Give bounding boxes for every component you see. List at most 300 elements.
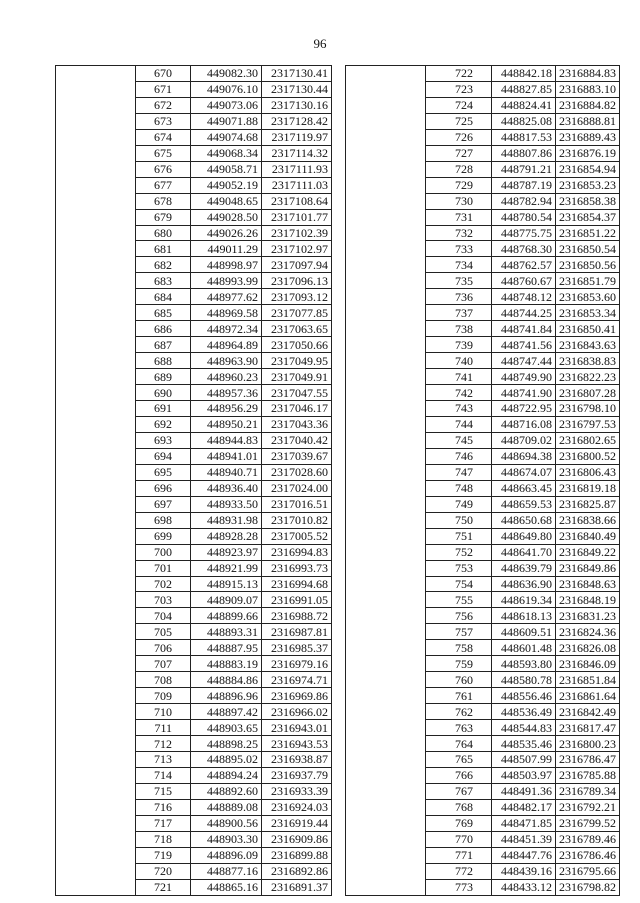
point-number-cell: 712 (136, 736, 191, 752)
point-number-cell: 711 (136, 720, 191, 736)
y-coordinate-cell: 2316909.86 (262, 831, 332, 847)
y-coordinate-cell: 2316838.66 (556, 512, 620, 528)
x-coordinate-cell: 448956.29 (191, 401, 262, 417)
y-coordinate-cell: 2316825.87 (556, 496, 620, 512)
point-number-cell: 678 (136, 193, 191, 209)
x-coordinate-cell: 448931.98 (191, 512, 262, 528)
point-number-cell: 694 (136, 448, 191, 464)
y-coordinate-cell: 2316826.08 (556, 640, 620, 656)
x-coordinate-cell: 448768.30 (492, 241, 556, 257)
point-number-cell: 685 (136, 305, 191, 321)
point-number-cell: 718 (136, 831, 191, 847)
x-coordinate-cell: 448889.08 (191, 799, 262, 815)
y-coordinate-cell: 2316987.81 (262, 624, 332, 640)
x-coordinate-cell: 448639.79 (492, 560, 556, 576)
x-coordinate-cell: 448972.34 (191, 321, 262, 337)
y-coordinate-cell: 2316991.05 (262, 592, 332, 608)
x-coordinate-cell: 448896.96 (191, 688, 262, 704)
point-number-cell: 769 (426, 815, 492, 831)
x-coordinate-cell: 449073.06 (191, 97, 262, 113)
x-coordinate-cell: 448482.17 (492, 799, 556, 815)
y-coordinate-cell: 2317130.16 (262, 97, 332, 113)
point-number-cell: 706 (136, 640, 191, 656)
y-coordinate-cell: 2316831.23 (556, 608, 620, 624)
point-number-cell: 679 (136, 209, 191, 225)
x-coordinate-cell: 448827.85 (492, 81, 556, 97)
point-number-cell: 692 (136, 416, 191, 432)
y-coordinate-cell: 2316854.94 (556, 161, 620, 177)
y-coordinate-cell: 2317050.66 (262, 337, 332, 353)
y-coordinate-cell: 2317111.93 (262, 161, 332, 177)
point-number-cell: 737 (426, 305, 492, 321)
x-coordinate-cell: 448842.18 (492, 66, 556, 82)
x-coordinate-cell: 449076.10 (191, 81, 262, 97)
y-coordinate-cell: 2316861.64 (556, 688, 620, 704)
y-coordinate-cell: 2316943.53 (262, 736, 332, 752)
y-coordinate-cell: 2316786.47 (556, 751, 620, 767)
x-coordinate-cell: 448895.02 (191, 751, 262, 767)
point-number-cell: 768 (426, 799, 492, 815)
point-number-cell: 715 (136, 783, 191, 799)
x-coordinate-cell: 448609.51 (492, 624, 556, 640)
point-number-cell: 682 (136, 257, 191, 273)
y-coordinate-cell: 2317039.67 (262, 448, 332, 464)
x-coordinate-cell: 448709.02 (492, 432, 556, 448)
x-coordinate-cell: 448921.99 (191, 560, 262, 576)
y-coordinate-cell: 2316798.10 (556, 401, 620, 417)
x-coordinate-cell: 448993.99 (191, 273, 262, 289)
point-number-cell: 705 (136, 624, 191, 640)
y-coordinate-cell: 2316853.60 (556, 289, 620, 305)
x-coordinate-cell: 448744.25 (492, 305, 556, 321)
x-coordinate-cell: 448969.58 (191, 305, 262, 321)
x-coordinate-cell: 448894.24 (191, 767, 262, 783)
y-coordinate-cell: 2316924.03 (262, 799, 332, 815)
y-coordinate-cell: 2316858.38 (556, 193, 620, 209)
y-coordinate-cell: 2316785.88 (556, 767, 620, 783)
x-coordinate-cell: 448618.13 (492, 608, 556, 624)
y-coordinate-cell: 2317102.39 (262, 225, 332, 241)
y-coordinate-cell: 2316850.41 (556, 321, 620, 337)
x-coordinate-cell: 448936.40 (191, 480, 262, 496)
point-number-cell: 751 (426, 528, 492, 544)
x-coordinate-cell: 449068.34 (191, 145, 262, 161)
x-coordinate-cell: 448433.12 (492, 879, 556, 895)
point-number-cell: 738 (426, 321, 492, 337)
y-coordinate-cell: 2317049.95 (262, 353, 332, 369)
point-number-cell: 726 (426, 129, 492, 145)
x-coordinate-cell: 448601.48 (492, 640, 556, 656)
y-coordinate-cell: 2316993.73 (262, 560, 332, 576)
point-number-cell: 770 (426, 831, 492, 847)
blank-column-cell (56, 66, 136, 896)
x-coordinate-cell: 448883.19 (191, 656, 262, 672)
x-coordinate-cell: 448791.21 (492, 161, 556, 177)
y-coordinate-cell: 2316797.53 (556, 416, 620, 432)
point-number-cell: 735 (426, 273, 492, 289)
y-coordinate-cell: 2316848.63 (556, 576, 620, 592)
point-number-cell: 721 (136, 879, 191, 895)
y-coordinate-cell: 2317047.55 (262, 385, 332, 401)
x-coordinate-cell: 449048.65 (191, 193, 262, 209)
x-coordinate-cell: 448636.90 (492, 576, 556, 592)
y-coordinate-cell: 2316891.37 (262, 879, 332, 895)
x-coordinate-cell: 448471.85 (492, 815, 556, 831)
point-number-cell: 693 (136, 432, 191, 448)
point-number-cell: 675 (136, 145, 191, 161)
y-coordinate-cell: 2316883.10 (556, 81, 620, 97)
x-coordinate-cell: 448741.84 (492, 321, 556, 337)
y-coordinate-cell: 2317010.82 (262, 512, 332, 528)
x-coordinate-cell: 448807.86 (492, 145, 556, 161)
point-number-cell: 724 (426, 97, 492, 113)
x-coordinate-cell: 448503.97 (492, 767, 556, 783)
y-coordinate-cell: 2316985.37 (262, 640, 332, 656)
y-coordinate-cell: 2316786.46 (556, 847, 620, 863)
y-coordinate-cell: 2316799.52 (556, 815, 620, 831)
y-coordinate-cell: 2317063.65 (262, 321, 332, 337)
point-number-cell: 757 (426, 624, 492, 640)
y-coordinate-cell: 2317096.13 (262, 273, 332, 289)
point-number-cell: 713 (136, 751, 191, 767)
y-coordinate-cell: 2316843.63 (556, 337, 620, 353)
coordinates-table-right (345, 65, 620, 896)
point-number-cell: 758 (426, 640, 492, 656)
y-coordinate-cell: 2316854.37 (556, 209, 620, 225)
y-coordinate-cell: 2316798.82 (556, 879, 620, 895)
x-coordinate-cell: 448933.50 (191, 496, 262, 512)
point-number-cell: 746 (426, 448, 492, 464)
x-coordinate-cell: 448694.38 (492, 448, 556, 464)
y-coordinate-cell: 2317102.97 (262, 241, 332, 257)
y-coordinate-cell: 2317119.97 (262, 129, 332, 145)
y-coordinate-cell: 2317101.77 (262, 209, 332, 225)
point-number-cell: 684 (136, 289, 191, 305)
y-coordinate-cell: 2317040.42 (262, 432, 332, 448)
y-coordinate-cell: 2316969.86 (262, 688, 332, 704)
x-coordinate-cell: 448941.01 (191, 448, 262, 464)
point-number-cell: 698 (136, 512, 191, 528)
x-coordinate-cell: 448915.13 (191, 576, 262, 592)
y-coordinate-cell: 2316853.34 (556, 305, 620, 321)
y-coordinate-cell: 2316850.56 (556, 257, 620, 273)
point-number-cell: 729 (426, 177, 492, 193)
y-coordinate-cell: 2316974.71 (262, 672, 332, 688)
point-number-cell: 755 (426, 592, 492, 608)
x-coordinate-cell: 448536.49 (492, 704, 556, 720)
y-coordinate-cell: 2317046.17 (262, 401, 332, 417)
point-number-cell: 772 (426, 863, 492, 879)
point-number-cell: 766 (426, 767, 492, 783)
y-coordinate-cell: 2316842.49 (556, 704, 620, 720)
point-number-cell: 714 (136, 767, 191, 783)
x-coordinate-cell: 448593.80 (492, 656, 556, 672)
y-coordinate-cell: 2317043.36 (262, 416, 332, 432)
x-coordinate-cell: 448659.53 (492, 496, 556, 512)
y-coordinate-cell: 2317111.03 (262, 177, 332, 193)
point-number-cell: 704 (136, 608, 191, 624)
y-coordinate-cell: 2316899.88 (262, 847, 332, 863)
x-coordinate-cell: 448887.95 (191, 640, 262, 656)
point-number-cell: 703 (136, 592, 191, 608)
x-coordinate-cell: 449028.50 (191, 209, 262, 225)
x-coordinate-cell: 448775.75 (492, 225, 556, 241)
y-coordinate-cell: 2317128.42 (262, 113, 332, 129)
point-number-cell: 753 (426, 560, 492, 576)
y-coordinate-cell: 2316884.83 (556, 66, 620, 82)
coordinates-table-left (55, 65, 332, 896)
x-coordinate-cell: 448877.16 (191, 863, 262, 879)
y-coordinate-cell: 2316792.21 (556, 799, 620, 815)
y-coordinate-cell: 2316840.49 (556, 528, 620, 544)
point-number-cell: 749 (426, 496, 492, 512)
point-number-cell: 759 (426, 656, 492, 672)
x-coordinate-cell: 448964.89 (191, 337, 262, 353)
point-number-cell: 699 (136, 528, 191, 544)
point-number-cell: 767 (426, 783, 492, 799)
y-coordinate-cell: 2317130.41 (262, 66, 332, 82)
x-coordinate-cell: 448928.28 (191, 528, 262, 544)
point-number-cell: 773 (426, 879, 492, 895)
point-number-cell: 743 (426, 401, 492, 417)
x-coordinate-cell: 448716.08 (492, 416, 556, 432)
y-coordinate-cell: 2316819.18 (556, 480, 620, 496)
x-coordinate-cell: 448897.42 (191, 704, 262, 720)
point-number-cell: 742 (426, 385, 492, 401)
x-coordinate-cell: 448998.97 (191, 257, 262, 273)
x-coordinate-cell: 448641.70 (492, 544, 556, 560)
point-number-cell: 725 (426, 113, 492, 129)
y-coordinate-cell: 2316979.16 (262, 656, 332, 672)
point-number-cell: 750 (426, 512, 492, 528)
point-number-cell: 671 (136, 81, 191, 97)
point-number-cell: 689 (136, 369, 191, 385)
y-coordinate-cell: 2316892.86 (262, 863, 332, 879)
point-number-cell: 760 (426, 672, 492, 688)
point-number-cell: 674 (136, 129, 191, 145)
y-coordinate-cell: 2316943.01 (262, 720, 332, 736)
y-coordinate-cell: 2316938.87 (262, 751, 332, 767)
point-number-cell: 695 (136, 464, 191, 480)
x-coordinate-cell: 448760.67 (492, 273, 556, 289)
point-number-cell: 709 (136, 688, 191, 704)
y-coordinate-cell: 2316806.43 (556, 464, 620, 480)
table-row (56, 66, 332, 82)
y-coordinate-cell: 2316884.82 (556, 97, 620, 113)
point-number-cell: 690 (136, 385, 191, 401)
y-coordinate-cell: 2316994.68 (262, 576, 332, 592)
point-number-cell: 707 (136, 656, 191, 672)
point-number-cell: 763 (426, 720, 492, 736)
x-coordinate-cell: 448899.66 (191, 608, 262, 624)
point-number-cell: 741 (426, 369, 492, 385)
y-coordinate-cell: 2317108.64 (262, 193, 332, 209)
x-coordinate-cell: 448898.25 (191, 736, 262, 752)
point-number-cell: 701 (136, 560, 191, 576)
y-coordinate-cell: 2316838.83 (556, 353, 620, 369)
point-number-cell: 673 (136, 113, 191, 129)
y-coordinate-cell: 2316824.36 (556, 624, 620, 640)
point-number-cell: 764 (426, 736, 492, 752)
point-number-cell: 734 (426, 257, 492, 273)
x-coordinate-cell: 448923.97 (191, 544, 262, 560)
point-number-cell: 686 (136, 321, 191, 337)
point-number-cell: 691 (136, 401, 191, 417)
point-number-cell: 736 (426, 289, 492, 305)
x-coordinate-cell: 449011.29 (191, 241, 262, 257)
point-number-cell: 708 (136, 672, 191, 688)
x-coordinate-cell: 448780.54 (492, 209, 556, 225)
point-number-cell: 687 (136, 337, 191, 353)
y-coordinate-cell: 2316994.83 (262, 544, 332, 560)
x-coordinate-cell: 448619.34 (492, 592, 556, 608)
y-coordinate-cell: 2317028.60 (262, 464, 332, 480)
point-number-cell: 700 (136, 544, 191, 560)
y-coordinate-cell: 2317077.85 (262, 305, 332, 321)
point-number-cell: 672 (136, 97, 191, 113)
y-coordinate-cell: 2316853.23 (556, 177, 620, 193)
y-coordinate-cell: 2316795.66 (556, 863, 620, 879)
point-number-cell: 681 (136, 241, 191, 257)
x-coordinate-cell: 448649.80 (492, 528, 556, 544)
x-coordinate-cell: 448544.83 (492, 720, 556, 736)
point-number-cell: 717 (136, 815, 191, 831)
x-coordinate-cell: 449058.71 (191, 161, 262, 177)
point-number-cell: 719 (136, 847, 191, 863)
y-coordinate-cell: 2316846.09 (556, 656, 620, 672)
point-number-cell: 754 (426, 576, 492, 592)
point-number-cell: 710 (136, 704, 191, 720)
y-coordinate-cell: 2316850.54 (556, 241, 620, 257)
y-coordinate-cell: 2317130.44 (262, 81, 332, 97)
x-coordinate-cell: 448903.30 (191, 831, 262, 847)
x-coordinate-cell: 448865.16 (191, 879, 262, 895)
x-coordinate-cell: 448556.46 (492, 688, 556, 704)
y-coordinate-cell: 2316851.84 (556, 672, 620, 688)
y-coordinate-cell: 2316876.19 (556, 145, 620, 161)
table-row (346, 66, 620, 82)
y-coordinate-cell: 2316802.65 (556, 432, 620, 448)
y-coordinate-cell: 2316966.02 (262, 704, 332, 720)
point-number-cell: 744 (426, 416, 492, 432)
x-coordinate-cell: 448439.16 (492, 863, 556, 879)
point-number-cell: 732 (426, 225, 492, 241)
y-coordinate-cell: 2316889.43 (556, 129, 620, 145)
y-coordinate-cell: 2317097.94 (262, 257, 332, 273)
x-coordinate-cell: 448900.56 (191, 815, 262, 831)
x-coordinate-cell: 448663.45 (492, 480, 556, 496)
y-coordinate-cell: 2316789.34 (556, 783, 620, 799)
x-coordinate-cell: 448674.07 (492, 464, 556, 480)
point-number-cell: 739 (426, 337, 492, 353)
point-number-cell: 771 (426, 847, 492, 863)
x-coordinate-cell: 448580.78 (492, 672, 556, 688)
y-coordinate-cell: 2317005.52 (262, 528, 332, 544)
point-number-cell: 748 (426, 480, 492, 496)
y-coordinate-cell: 2316919.44 (262, 815, 332, 831)
y-coordinate-cell: 2317114.32 (262, 145, 332, 161)
point-number-cell: 727 (426, 145, 492, 161)
x-coordinate-cell: 448787.19 (492, 177, 556, 193)
point-number-cell: 677 (136, 177, 191, 193)
x-coordinate-cell: 448491.36 (492, 783, 556, 799)
point-number-cell: 688 (136, 353, 191, 369)
page-number: 96 (313, 36, 327, 51)
x-coordinate-cell: 448747.44 (492, 353, 556, 369)
point-number-cell: 723 (426, 81, 492, 97)
point-number-cell: 733 (426, 241, 492, 257)
y-coordinate-cell: 2316800.52 (556, 448, 620, 464)
point-number-cell: 670 (136, 66, 191, 82)
point-number-cell: 676 (136, 161, 191, 177)
y-coordinate-cell: 2316933.39 (262, 783, 332, 799)
x-coordinate-cell: 448748.12 (492, 289, 556, 305)
y-coordinate-cell: 2316851.22 (556, 225, 620, 241)
y-coordinate-cell: 2316849.86 (556, 560, 620, 576)
y-coordinate-cell: 2316807.28 (556, 385, 620, 401)
y-coordinate-cell: 2317024.00 (262, 480, 332, 496)
x-coordinate-cell: 448741.56 (492, 337, 556, 353)
y-coordinate-cell: 2316851.79 (556, 273, 620, 289)
point-number-cell: 731 (426, 209, 492, 225)
y-coordinate-cell: 2317093.12 (262, 289, 332, 305)
y-coordinate-cell: 2316937.79 (262, 767, 332, 783)
x-coordinate-cell: 448950.21 (191, 416, 262, 432)
point-number-cell: 680 (136, 225, 191, 241)
x-coordinate-cell: 448884.86 (191, 672, 262, 688)
x-coordinate-cell: 448817.53 (492, 129, 556, 145)
x-coordinate-cell: 448963.90 (191, 353, 262, 369)
x-coordinate-cell: 448741.90 (492, 385, 556, 401)
x-coordinate-cell: 448893.31 (191, 624, 262, 640)
y-coordinate-cell: 2316888.81 (556, 113, 620, 129)
point-number-cell: 728 (426, 161, 492, 177)
x-coordinate-cell: 448722.95 (492, 401, 556, 417)
point-number-cell: 765 (426, 751, 492, 767)
blank-column-cell (346, 66, 426, 896)
point-number-cell: 747 (426, 464, 492, 480)
y-coordinate-cell: 2316800.23 (556, 736, 620, 752)
x-coordinate-cell: 448782.94 (492, 193, 556, 209)
x-coordinate-cell: 449082.30 (191, 66, 262, 82)
x-coordinate-cell: 448824.41 (492, 97, 556, 113)
x-coordinate-cell: 448944.83 (191, 432, 262, 448)
x-coordinate-cell: 449052.19 (191, 177, 262, 193)
point-number-cell: 716 (136, 799, 191, 815)
x-coordinate-cell: 448762.57 (492, 257, 556, 273)
x-coordinate-cell: 449026.26 (191, 225, 262, 241)
x-coordinate-cell: 448447.76 (492, 847, 556, 863)
x-coordinate-cell: 448507.99 (492, 751, 556, 767)
x-coordinate-cell: 448909.07 (191, 592, 262, 608)
x-coordinate-cell: 448940.71 (191, 464, 262, 480)
x-coordinate-cell: 448825.08 (492, 113, 556, 129)
x-coordinate-cell: 448960.23 (191, 369, 262, 385)
point-number-cell: 722 (426, 66, 492, 82)
point-number-cell: 696 (136, 480, 191, 496)
x-coordinate-cell: 448896.09 (191, 847, 262, 863)
y-coordinate-cell: 2316849.22 (556, 544, 620, 560)
x-coordinate-cell: 448957.36 (191, 385, 262, 401)
point-number-cell: 752 (426, 544, 492, 560)
y-coordinate-cell: 2316848.19 (556, 592, 620, 608)
y-coordinate-cell: 2316817.47 (556, 720, 620, 736)
x-coordinate-cell: 448749.90 (492, 369, 556, 385)
point-number-cell: 697 (136, 496, 191, 512)
x-coordinate-cell: 449071.88 (191, 113, 262, 129)
point-number-cell: 720 (136, 863, 191, 879)
point-number-cell: 761 (426, 688, 492, 704)
